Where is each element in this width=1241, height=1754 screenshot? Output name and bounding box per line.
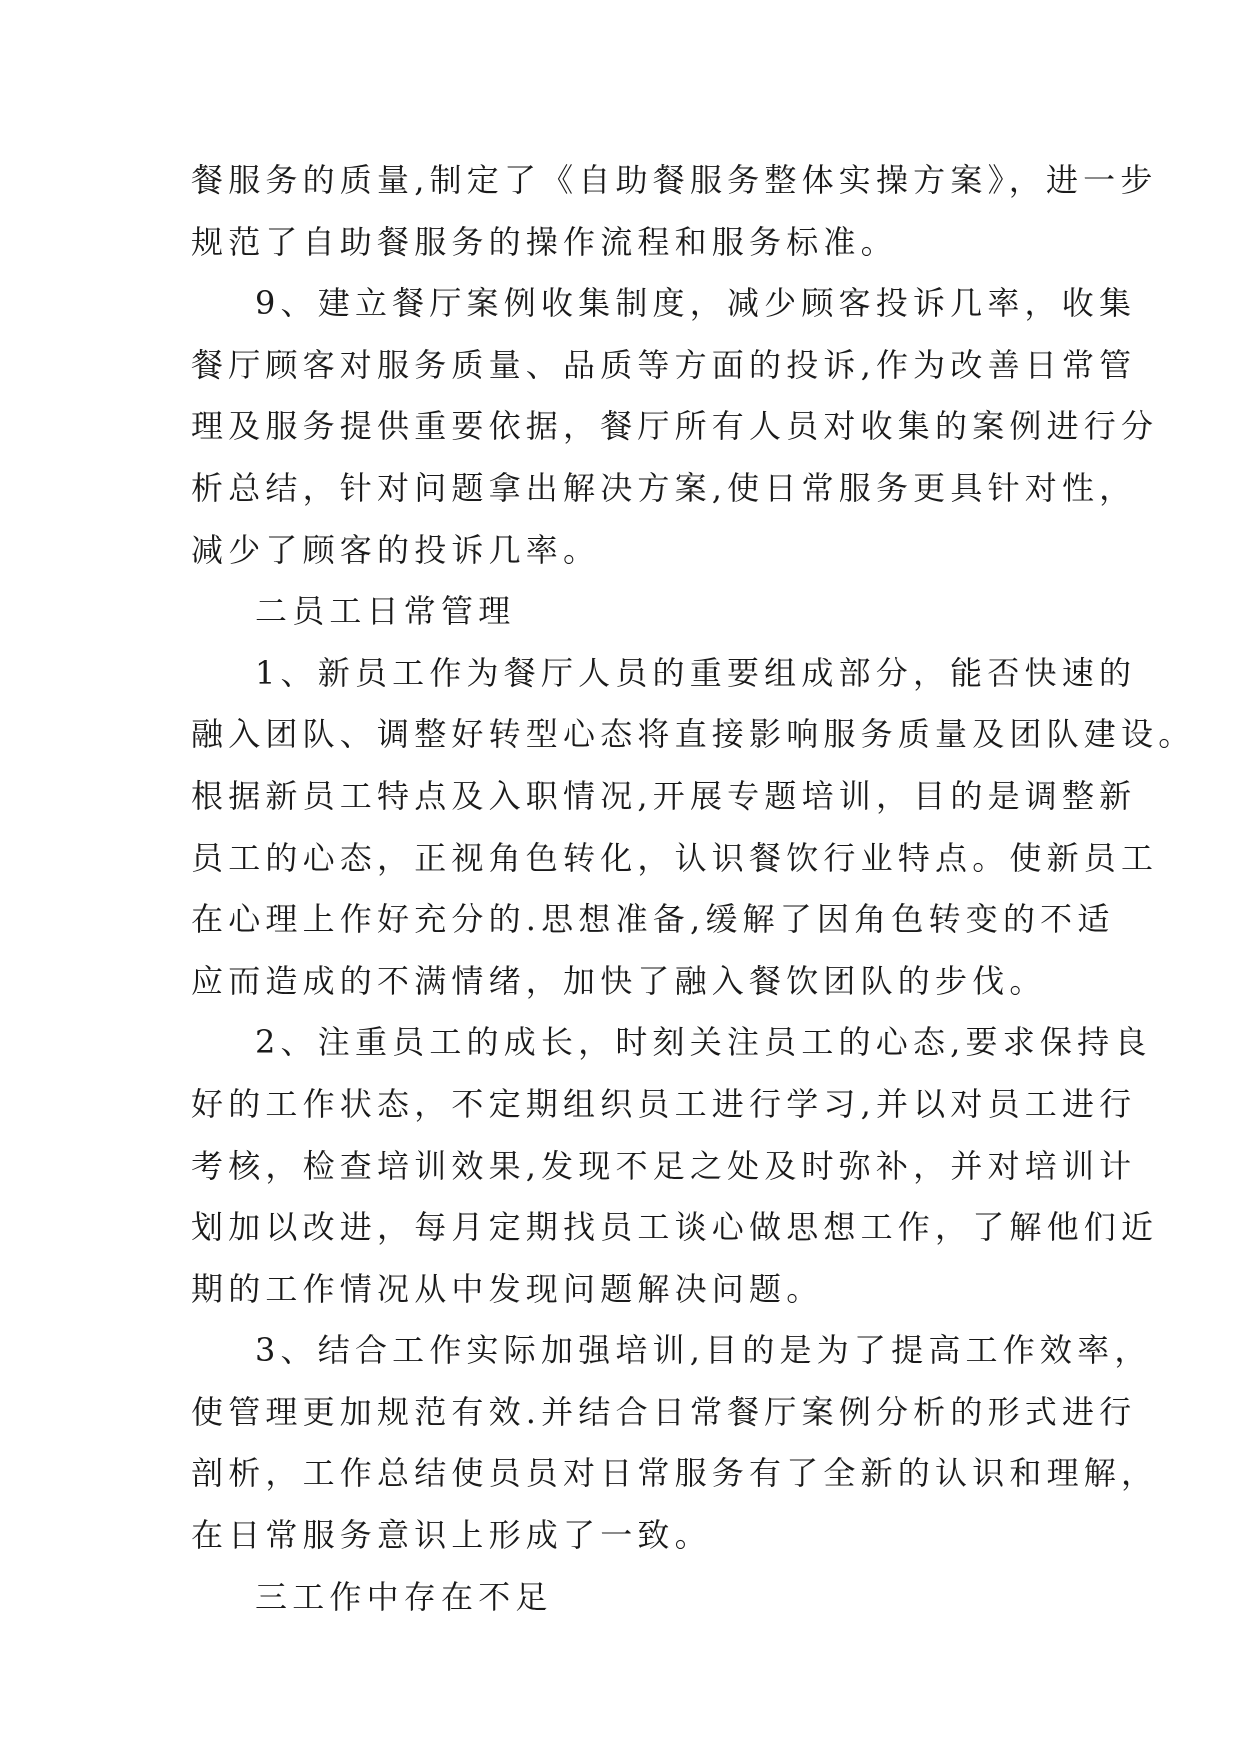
text-line: 规范了自助餐服务的操作流程和服务标准。: [191, 222, 898, 261]
paragraph: [191, 1012, 1159, 1320]
text-line: 3、结合工作实际加强培训,目的是为了提高工作效率，: [255, 1331, 1152, 1370]
text-line: 融入团队、调整好转型心态将直接影响服务质量及团队建设。: [191, 715, 1196, 754]
text-line: 三工作中存在不足: [255, 1577, 553, 1616]
text-line: 9、建立餐厅案例收集制度，减少顾客投诉几率，收集: [255, 284, 1137, 323]
paragraph: [191, 1320, 1159, 1566]
text-line: 划加以改进，每月定期找员工谈心做思想工作，了解他们近: [191, 1208, 1159, 1247]
text-line: 餐厅顾客对服务质量、品质等方面的投诉,作为改善日常管: [191, 345, 1137, 384]
text-line: 应而造成的不满情绪，加快了融入餐饮团队的步伐。: [191, 961, 1047, 1000]
paragraph: [191, 1567, 1053, 1629]
text-line: 剖析，工作总结使员员对日常服务有了全新的认识和理解，: [191, 1454, 1159, 1493]
text-line: 期的工作情况从中发现问题解决问题。: [191, 1269, 824, 1308]
text-line: 1、新员工作为餐厅人员的重要组成部分，能否快速的: [255, 653, 1137, 692]
text-line: 2、注重员工的成长，时刻关注员工的心态,要求保持良: [255, 1023, 1152, 1062]
text-line: 在心理上作好充分的.思想准备,缓解了因角色转变的不适: [191, 900, 1115, 939]
text-line: 使管理更加规范有效.并结合日常餐厅案例分析的形式进行: [191, 1392, 1137, 1431]
paragraph: [191, 273, 1159, 581]
paragraph: [191, 150, 1158, 273]
text-line: 员工的心态，正视角色转化，认识餐饮行业特点。使新员工: [191, 838, 1159, 877]
text-line: 考核，检查培训效果,发现不足之处及时弥补，并对培训计: [191, 1146, 1137, 1185]
document-body: [191, 150, 1196, 1628]
text-line: 减少了顾客的投诉几率。: [191, 530, 601, 569]
paragraph: [191, 581, 1053, 643]
text-line: 理及服务提供重要依据，餐厅所有人员对收集的案例进行分: [191, 407, 1159, 446]
text-line: 根据新员工特点及入职情况,开展专题培训，目的是调整新: [191, 776, 1137, 815]
text-line: 二员工日常管理: [255, 592, 516, 631]
text-line: 餐服务的质量,制定了《自助餐服务整体实操方案》，进一步: [191, 161, 1158, 199]
text-line: 好的工作状态，不定期组织员工进行学习,并以对员工进行: [191, 1084, 1137, 1123]
text-line: 析总结，针对问题拿出解决方案,使日常服务更具针对性，: [191, 468, 1137, 507]
paragraph: [191, 643, 1196, 1013]
text-line: 在日常服务意识上形成了一致。: [191, 1516, 712, 1555]
